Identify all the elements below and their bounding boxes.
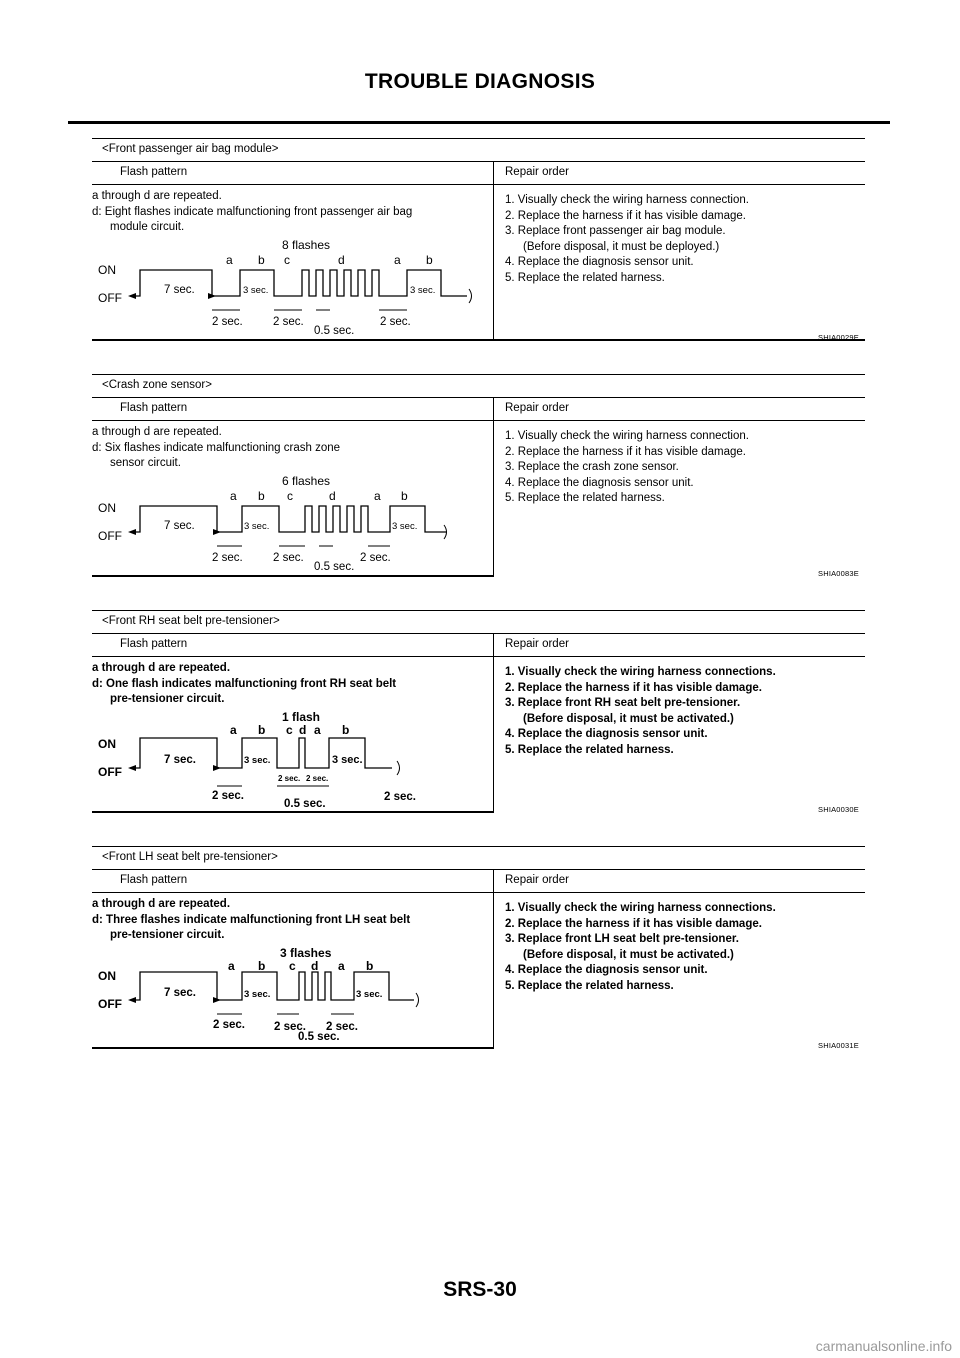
flash-pattern-diagram bbox=[92, 470, 492, 580]
duration-3sec: 3 sec. bbox=[332, 754, 363, 766]
duration-2sec: 2 sec. bbox=[384, 791, 416, 803]
repair-step: 4. Replace the diagnosis sensor unit. bbox=[505, 256, 694, 268]
segment-label: a bbox=[226, 253, 233, 267]
repair-step: 2. Replace the harness if it has visible damage. bbox=[505, 917, 762, 930]
arrow-head bbox=[128, 293, 136, 299]
arrow-head bbox=[128, 997, 136, 1003]
section-top-rule bbox=[92, 846, 865, 847]
segment-label: a bbox=[374, 489, 381, 503]
section-rule bbox=[92, 656, 865, 657]
repair-step: 5. Replace the related harness. bbox=[505, 743, 674, 756]
flash-description bbox=[92, 425, 487, 472]
col-head-flash-pattern: Flash pattern bbox=[120, 874, 188, 886]
repair-step: 1. Visually check the wiring harness connection. bbox=[505, 194, 749, 206]
section-front-rh-pretensioner bbox=[92, 610, 865, 815]
repair-step: 5. Replace the related harness. bbox=[505, 271, 665, 284]
segment-label: a bbox=[394, 253, 401, 267]
section-title: <Crash zone sensor> bbox=[102, 379, 212, 391]
section-rule bbox=[92, 869, 865, 870]
page-title: TROUBLE DIAGNOSIS bbox=[364, 70, 596, 93]
figure-code: SHIA0029E bbox=[818, 333, 859, 342]
repair-step: 4. Replace the diagnosis sensor unit. bbox=[505, 476, 694, 489]
repair-step: (Before disposal, it must be activated.) bbox=[523, 948, 734, 961]
section-title: <Front RH seat belt pre-tensioner> bbox=[102, 615, 280, 627]
section-front-lh-pretensioner bbox=[92, 846, 865, 1051]
section-rule bbox=[92, 892, 865, 893]
duration-7sec: 7 sec. bbox=[164, 520, 195, 532]
segment-label: d bbox=[338, 253, 345, 267]
section-top-rule bbox=[92, 138, 865, 139]
segment-label: d bbox=[299, 723, 307, 737]
col-head-repair-order: Repair order bbox=[505, 166, 569, 178]
repair-step: 5. Replace the related harness. bbox=[505, 979, 674, 992]
section-rule bbox=[92, 633, 865, 634]
description-line: d: Six flashes indicate malfunctioning crash zone bbox=[92, 441, 341, 454]
duration-3sec: 3 sec. bbox=[244, 755, 271, 766]
break-mark bbox=[397, 761, 400, 775]
column-divider bbox=[493, 869, 494, 1048]
column-divider bbox=[493, 397, 494, 576]
repair-step: 3. Replace front passenger air bag module. bbox=[505, 225, 726, 237]
description-line: a through d are repeated. bbox=[92, 898, 231, 910]
repair-steps bbox=[505, 193, 855, 286]
repair-steps bbox=[505, 429, 855, 507]
repair-step: (Before disposal, it must be deployed.) bbox=[523, 240, 720, 253]
col-head-flash-pattern: Flash pattern bbox=[120, 166, 188, 178]
figure-code: SHIA0030E bbox=[818, 805, 859, 814]
segment-label: c bbox=[289, 959, 296, 973]
segment-label: a bbox=[230, 489, 237, 503]
flash-count: 1 flash bbox=[282, 710, 321, 724]
flash-description bbox=[92, 189, 487, 236]
segment-label: b bbox=[258, 253, 265, 267]
repair-step: 3. Replace front RH seat belt pre-tensioner. bbox=[505, 697, 741, 709]
figure-code: SHIA0083E bbox=[818, 569, 859, 578]
label-off: OFF bbox=[98, 529, 122, 543]
break-mark bbox=[416, 993, 419, 1007]
figure-code: SHIA0031E bbox=[818, 1041, 859, 1050]
label-off: OFF bbox=[98, 291, 122, 305]
label-on: ON bbox=[98, 263, 116, 277]
description-line: a through d are repeated. bbox=[92, 426, 222, 438]
duration-2sec: 2 sec. bbox=[274, 1021, 306, 1033]
title-rule bbox=[68, 121, 890, 124]
section-rule bbox=[92, 420, 865, 421]
flash-count: 8 flashes bbox=[282, 238, 331, 252]
repair-step: 2. Replace the harness if it has visible damage. bbox=[505, 209, 746, 222]
description-line: pre-tensioner circuit. bbox=[110, 929, 225, 941]
duration-2sec-small: 2 sec. bbox=[278, 774, 301, 783]
description-line: d: One flash indicates malfunctioning front RH seat belt bbox=[92, 677, 397, 690]
segment-label: b bbox=[258, 723, 266, 737]
duration-3sec: 3 sec. bbox=[356, 989, 383, 1000]
repair-step: (Before disposal, it must be activated.) bbox=[523, 712, 734, 725]
duration-3sec: 3 sec. bbox=[244, 989, 271, 1000]
segment-label: a bbox=[230, 723, 237, 737]
repair-step: 1. Visually check the wiring harness connections. bbox=[505, 666, 776, 678]
segment-label: c bbox=[284, 253, 290, 267]
section-top-rule bbox=[92, 374, 865, 375]
description-line: d: Eight flashes indicate malfunctioning front passenger air bag bbox=[92, 205, 413, 218]
col-head-repair-order: Repair order bbox=[505, 874, 569, 886]
arrow-head bbox=[128, 765, 136, 771]
section-title: <Front passenger air bag module> bbox=[102, 143, 279, 155]
label-on: ON bbox=[98, 501, 116, 515]
repair-step: 2. Replace the harness if it has visible damage. bbox=[505, 681, 762, 694]
flash-pattern-diagram bbox=[92, 942, 492, 1052]
col-head-repair-order: Repair order bbox=[505, 638, 569, 650]
duration-half-sec: 0.5 sec. bbox=[314, 561, 355, 573]
duration-2sec: 2 sec. bbox=[212, 316, 243, 328]
duration-2sec: 2 sec. bbox=[213, 1019, 245, 1031]
section-front-passenger-airbag bbox=[92, 138, 865, 343]
segment-label: b bbox=[258, 959, 266, 973]
watermark: carmanualsonline.info bbox=[815, 1338, 952, 1354]
segment-label: d bbox=[311, 959, 319, 973]
description-line: sensor circuit. bbox=[110, 457, 181, 469]
duration-2sec: 2 sec. bbox=[360, 552, 391, 564]
repair-step: 4. Replace the diagnosis sensor unit. bbox=[505, 728, 708, 740]
section-rule bbox=[92, 161, 865, 162]
col-head-flash-pattern: Flash pattern bbox=[120, 402, 188, 414]
description-line: module circuit. bbox=[110, 221, 185, 233]
duration-7sec: 7 sec. bbox=[164, 987, 196, 999]
section-rule bbox=[92, 397, 865, 398]
duration-2sec: 2 sec. bbox=[212, 552, 243, 564]
segment-label: b bbox=[426, 253, 433, 267]
section-top-rule bbox=[92, 610, 865, 611]
segment-label: b bbox=[342, 723, 350, 737]
repair-step: 3. Replace front LH seat belt pre-tensioner. bbox=[505, 933, 739, 945]
label-on: ON bbox=[98, 969, 116, 983]
repair-step: 3. Replace the crash zone sensor. bbox=[505, 461, 679, 473]
flash-description bbox=[92, 897, 487, 944]
duration-2sec: 2 sec. bbox=[326, 1021, 358, 1033]
repair-step: 1. Visually check the wiring harness connections. bbox=[505, 902, 776, 914]
break-mark bbox=[469, 289, 472, 303]
repair-step: 5. Replace the related harness. bbox=[505, 492, 665, 504]
col-head-flash-pattern: Flash pattern bbox=[120, 638, 188, 650]
duration-2sec: 2 sec. bbox=[212, 790, 244, 802]
arrow-head bbox=[128, 529, 136, 535]
duration-2sec-small: 2 sec. bbox=[306, 774, 329, 783]
repair-step: 1. Visually check the wiring harness connection. bbox=[505, 430, 749, 442]
duration-7sec: 7 sec. bbox=[164, 754, 196, 766]
flash-count: 6 flashes bbox=[282, 474, 331, 488]
label-on: ON bbox=[98, 737, 116, 751]
flash-pattern-diagram bbox=[92, 706, 492, 816]
duration-2sec: 2 sec. bbox=[273, 552, 304, 564]
section-crash-zone-sensor bbox=[92, 374, 865, 579]
flash-description bbox=[92, 661, 487, 708]
duration-half-sec: 0.5 sec. bbox=[284, 798, 326, 810]
page-number: SRS-30 bbox=[443, 1278, 517, 1301]
col-head-repair-order: Repair order bbox=[505, 402, 569, 414]
segment-label: a bbox=[228, 959, 235, 973]
segment-label: b bbox=[401, 489, 408, 503]
section-rule bbox=[92, 184, 865, 185]
column-divider bbox=[493, 633, 494, 812]
segment-label: b bbox=[258, 489, 265, 503]
duration-2sec: 2 sec. bbox=[380, 316, 411, 328]
segment-label: c bbox=[286, 723, 293, 737]
duration-3sec: 3 sec. bbox=[244, 521, 270, 532]
flash-count: 3 flashes bbox=[280, 946, 332, 960]
segment-label: c bbox=[287, 489, 293, 503]
flash-pattern-diagram bbox=[92, 234, 492, 344]
duration-7sec: 7 sec. bbox=[164, 284, 195, 296]
duration-3sec: 3 sec. bbox=[243, 285, 269, 296]
column-divider bbox=[493, 161, 494, 340]
description-line: a through d are repeated. bbox=[92, 190, 222, 202]
section-title: <Front LH seat belt pre-tensioner> bbox=[102, 851, 278, 863]
duration-3sec: 3 sec. bbox=[392, 521, 418, 532]
label-off: OFF bbox=[98, 997, 122, 1011]
duration-3sec: 3 sec. bbox=[410, 285, 436, 296]
description-line: pre-tensioner circuit. bbox=[110, 693, 225, 705]
segment-label: d bbox=[329, 489, 336, 503]
description-line: a through d are repeated. bbox=[92, 662, 231, 674]
repair-steps bbox=[505, 665, 855, 758]
repair-step: 2. Replace the harness if it has visible damage. bbox=[505, 445, 746, 458]
description-line: d: Three flashes indicate malfunctioning front LH seat belt bbox=[92, 913, 411, 926]
repair-step: 4. Replace the diagnosis sensor unit. bbox=[505, 964, 708, 976]
segment-label: a bbox=[314, 723, 321, 737]
repair-steps bbox=[505, 901, 855, 994]
duration-2sec: 2 sec. bbox=[273, 316, 304, 328]
segment-label: a bbox=[338, 959, 345, 973]
duration-half-sec: 0.5 sec. bbox=[298, 1031, 340, 1043]
label-off: OFF bbox=[98, 765, 122, 779]
segment-label: b bbox=[366, 959, 374, 973]
duration-half-sec: 0.5 sec. bbox=[314, 325, 355, 337]
